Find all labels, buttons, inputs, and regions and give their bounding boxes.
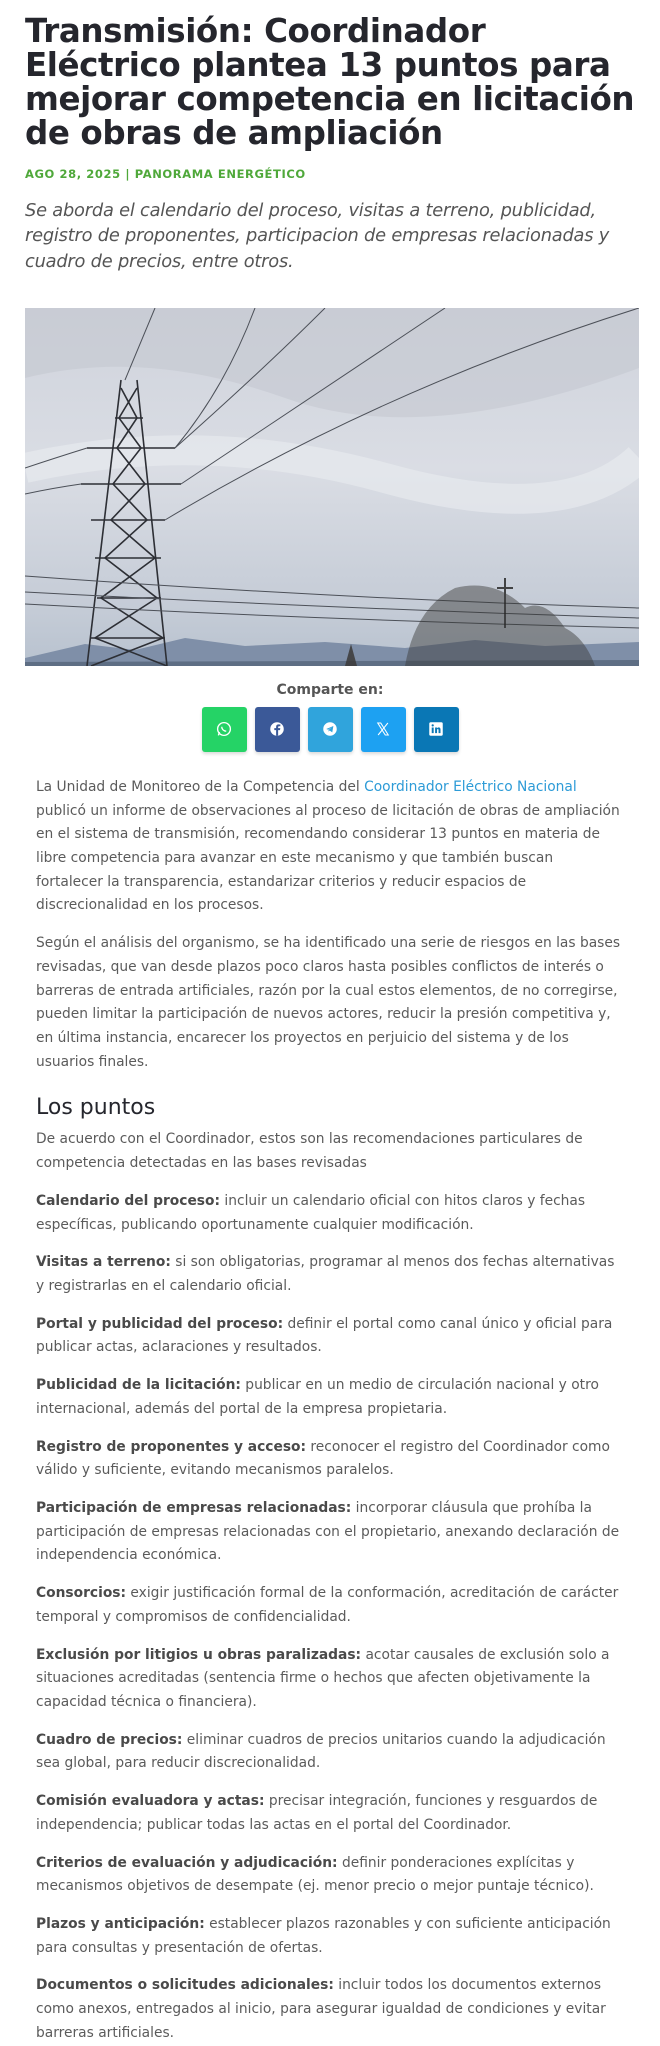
point-text: si son obligatorias, programar al menos dos fechas alternativas y registrarlas en el calendario oficial. [36,1254,615,1294]
point-item [36,1497,624,1568]
share-facebook-button[interactable] [255,707,300,752]
point-text: establecer plazos razonables y con suficiente anticipación para consultas y presentación de ofertas. [36,1916,611,1956]
paragraph-analysis: Según el análisis del organismo, se ha identificado una serie de riesgos en las bases revisadas, que van desde plazos poco claros hasta posibles conflictos de interés o barreras de entrada artificiales, razón por la cual estos elementos, de no corregirse, pueden limitar la participación de nuevos actores, reducir la presión competitiva y, en última instancia, encarecer los proyectos en perjuicio del sistema y de los usuarios finales. [36,935,621,1070]
share-x-button[interactable] [361,707,406,752]
article-meta [25,167,635,181]
point-text: definir ponderaciones explícitas y mecanismos objetivos de desempate (ej. menor precio o mejor puntaje técnico). [36,1854,594,1895]
point-item [36,1251,624,1298]
whatsapp-icon [215,720,233,738]
share-label: Comparte en: [276,681,384,698]
point-text: exigir justificación formal de la conformación, acreditación de carácter temporal y compromisos de confidencialidad. [36,1585,619,1625]
paragraph-intro: La Unidad de Monitoreo de la Competencia del Coordinador Eléctrico Nacional publicó un informe de observaciones al proceso de licitación de obras de ampliación en el sistema de transmisión, recomendando considerar 13 puntos en materia de libre competencia para avanzar en este mecanismo y que también buscan fortalecer la transparencia, estandarizar criterios y reducir espacios de discrecionalidad en los procesos. [36,778,620,914]
share-section [0,682,660,752]
point-label: Comisión evaluadora y actas: [36,1793,265,1810]
point-item [36,1644,624,1715]
article-header [0,14,660,666]
point-item [36,1729,624,1776]
point-text: acotar causales de exclusión solo a situaciones acreditadas (sentencia firme o hechos que afecten objetivamente la capacidad técnica o financiera). [36,1646,610,1710]
point-item [36,1190,624,1237]
article-category[interactable]: PANORAMA ENERGÉTICO [134,166,306,181]
point-text: precisar integración, funciones y resguardos de independencia; publicar todas las actas en el portal del Coordinador. [36,1793,598,1833]
share-buttons [0,707,660,752]
telegram-icon [321,720,339,738]
linkedin-icon [427,720,445,738]
point-label: Consorcios: [36,1585,127,1602]
point-label: Calendario del proceso: [36,1192,221,1209]
share-linkedin-button[interactable] [414,707,459,752]
section-heading: Los puntos [36,1094,156,1120]
hero-image [25,308,639,666]
point-text: reconocer el registro del Coordinador como válido y suficiente, evitando mecanismos paralelos. [36,1438,610,1479]
point-item [36,1374,624,1421]
point-item [36,1582,624,1629]
x-icon [374,720,392,738]
article-date: AGO 28, 2025 [25,166,121,181]
share-whatsapp-button[interactable] [202,707,247,752]
point-item [36,1313,624,1360]
point-label: Exclusión por litigios u obras paralizadas: [36,1646,362,1663]
point-text: eliminar cuadros de precios unitarios cuando la adjudicación sea global, para reducir discrecionalidad. [36,1731,606,1772]
point-label: Publicidad de la licitación: [36,1377,241,1394]
point-text: incluir todos los documentos externos como anexos, entregados al inicio, para asegurar igualdad de condiciones y evitar barreras artificiales. [36,1977,606,2041]
article-title: Transmisión: Coordinador Eléctrico plantea 13 puntos para mejorar competencia en licitación de obras de ampliación [25,12,635,153]
point-item [36,1974,624,2045]
point-label: Portal y publicidad del proceso: [36,1315,284,1332]
point-text: publicar en un medio de circulación nacional y otro internacional, además del portal de la empresa propietaria. [36,1377,599,1417]
point-label: Visitas a terreno: [36,1254,171,1271]
point-item [36,1436,624,1483]
point-label: Cuadro de precios: [36,1731,183,1748]
point-text: incorporar cláusula que prohíba la participación de empresas relacionadas con el propietario, anexando declaración de independencia económica. [36,1499,620,1564]
point-item [36,1913,624,1960]
point-label: Documentos o solicitudes adicionales: [36,1977,334,1994]
meta-separator: | [125,166,131,181]
points-list [36,1190,624,2046]
facebook-icon [268,720,286,738]
coordinador-link[interactable]: Coordinador Eléctrico Nacional [364,778,577,795]
point-label: Criterios de evaluación y adjudicación: [36,1854,338,1871]
article-lead: Se aborda el calendario del proceso, visitas a terreno, publicidad, registro de proponentes, participacion de empresas relacionadas y cuadro de precios, entre otros. [25,199,610,273]
article-body [0,776,660,2046]
point-item [36,1790,624,1837]
paragraph-points-intro: De acuerdo con el Coordinador, estos son las recomendaciones particulares de competencia detectadas en las bases revisadas [36,1131,583,1172]
point-label: Registro de proponentes y acceso: [36,1438,307,1455]
share-telegram-button[interactable] [308,707,353,752]
point-label: Participación de empresas relacionadas: [36,1499,352,1516]
point-text: definir el portal como canal único y oficial para publicar actas, aclaraciones y resultados. [36,1315,613,1356]
point-label: Plazos y anticipación: [36,1916,205,1933]
point-item [36,1852,624,1899]
point-text: incluir un calendario oficial con hitos claros y fechas específicas, publicando oportunamente cualquier modificación. [36,1192,586,1233]
